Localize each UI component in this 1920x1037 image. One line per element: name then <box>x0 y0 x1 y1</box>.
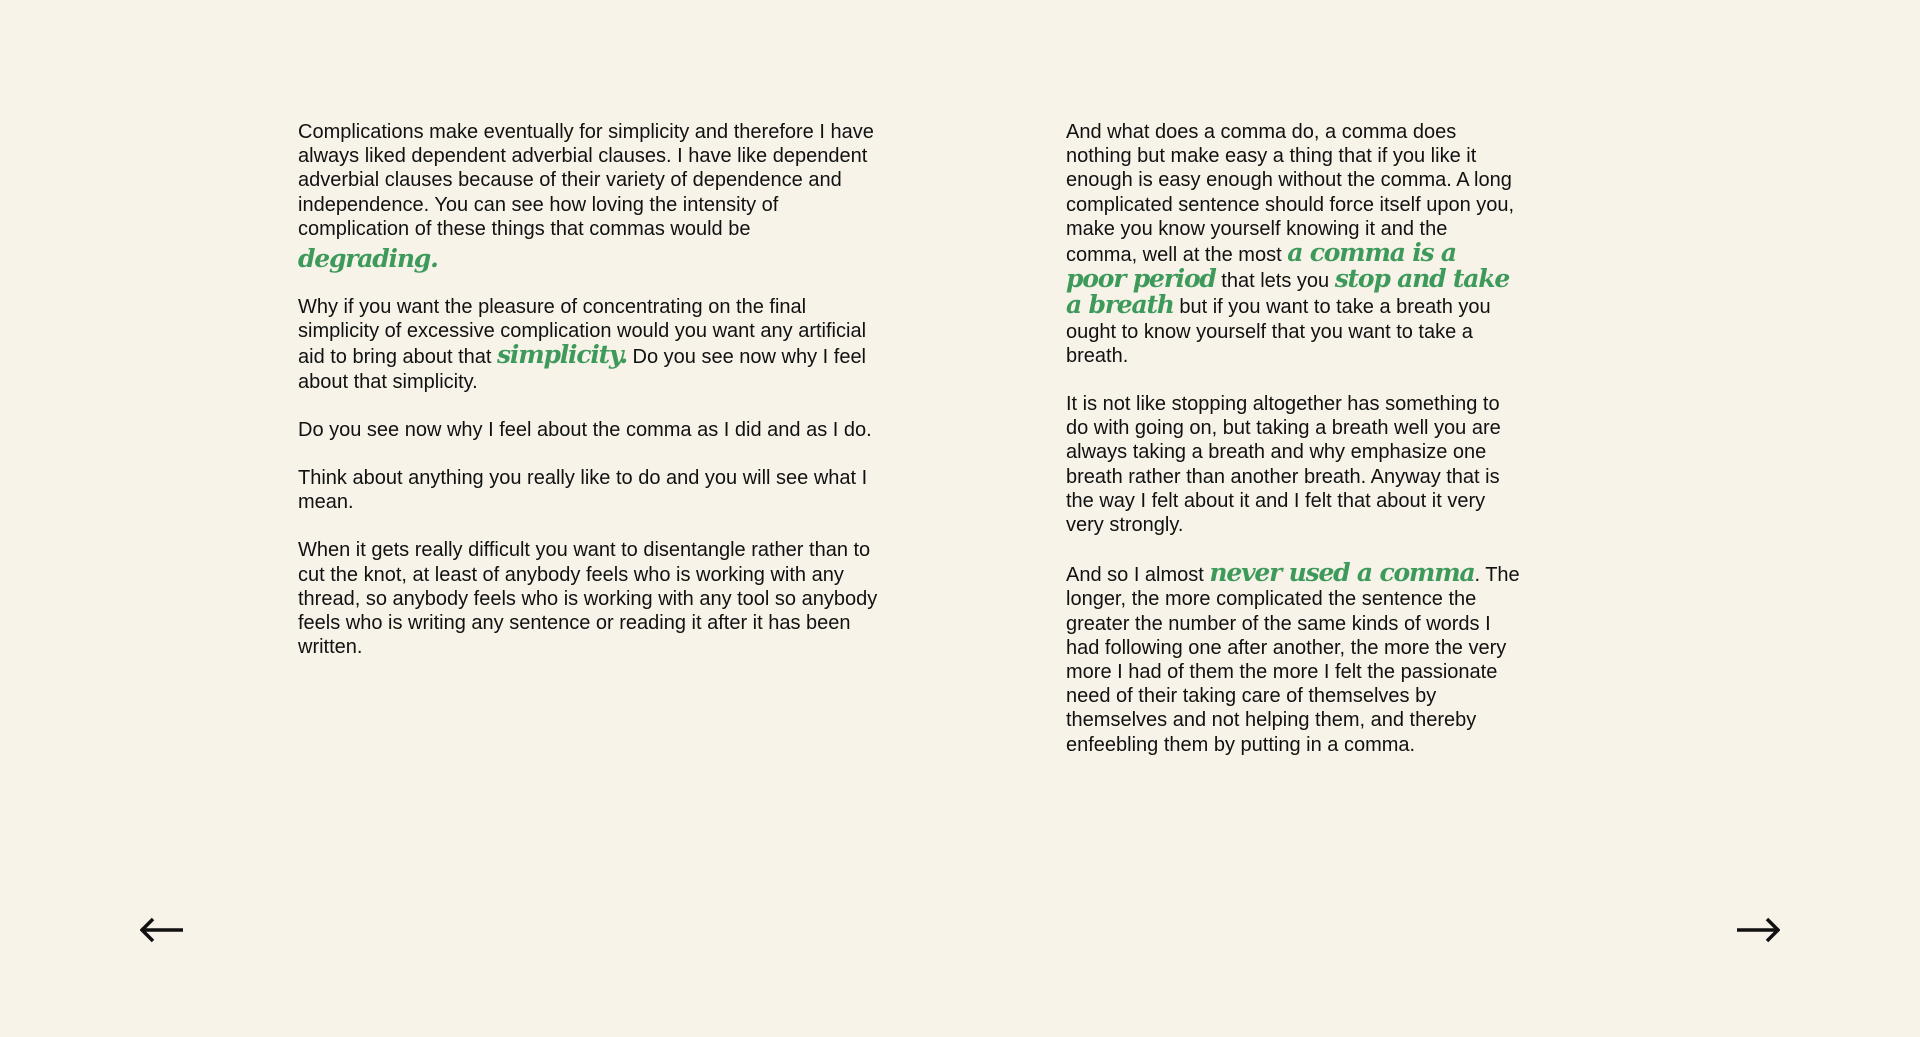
paragraph: It is not like stopping altogether has something to do with going on, but taking a breath well you are always taking a breath and why emphasize one breath rather than another breath. Anyway that is the way I felt about it and I felt that about it very very strongly. <box>1066 393 1501 537</box>
paragraph-text: Why if you want the pleasure of concentrating on the final simplicity of excessive complication would you want any artificial aid to bring about that <box>298 296 867 369</box>
emphasis-text: simplicity. <box>497 340 627 370</box>
paragraph <box>298 120 888 274</box>
paragraph: Do you see now why I feel about the comma as I did and as I do. <box>298 418 872 441</box>
paragraph-text: but if you want to take a breath you ought to know yourself that you want to take a breath. <box>1066 296 1491 367</box>
paragraph <box>298 295 888 394</box>
paragraph-text: that lets you <box>1221 270 1330 293</box>
paragraph <box>1066 120 1522 368</box>
next-page-button[interactable] <box>1736 910 1780 950</box>
paragraph: Think about anything you really like to do and you will see what I mean. <box>298 467 868 514</box>
paragraph-text: And what does a comma do, a comma does nothing but make easy a thing that if you like it enough is easy enough without the comma. A long complicated sentence should force itself upon you, make you know yourself knowing it and the comma, well at the most <box>1066 121 1515 267</box>
right-column <box>1066 120 1522 781</box>
emphasis-text: degrading. <box>298 244 438 274</box>
emphasis-text: a comma is a poor period <box>1066 238 1456 294</box>
emphasis-text: never used a comma <box>1209 558 1475 588</box>
paragraph-text: Do you see now why I feel about that simplicity. <box>298 346 867 393</box>
paragraph: When it gets really difficult you want to disentangle rather than to cut the knot, at least of anybody feels who is working with any thread, so anybody feels who is working with any tool so anybody feels who is writing any sentence or reading it after it has been written. <box>298 539 878 659</box>
paragraph-text: And so I almost <box>1066 564 1204 587</box>
left-column <box>298 120 888 683</box>
paragraph-text: . The longer, the more complicated the sentence the greater the number of the same kinds of words I had following one after another, the more the very more I had of them the more I felt the passionate need of their taking care of themselves by themselves and not helping them, and thereby enfeebling them by putting in a comma. <box>1066 564 1520 756</box>
paragraph <box>1066 558 1522 757</box>
paragraph-text: Complications make eventually for simplicity and therefore I have always liked dependent adverbial clauses. I have like dependent adverbial clauses because of their variety of dependence and independence. You can see how loving the intensity of complication of these things that commas would be <box>298 121 874 240</box>
previous-page-button[interactable] <box>140 910 184 950</box>
arrow-right-icon <box>1736 910 1780 950</box>
emphasis-text: stop and take a breath <box>1066 264 1510 320</box>
arrow-left-icon <box>140 910 184 950</box>
